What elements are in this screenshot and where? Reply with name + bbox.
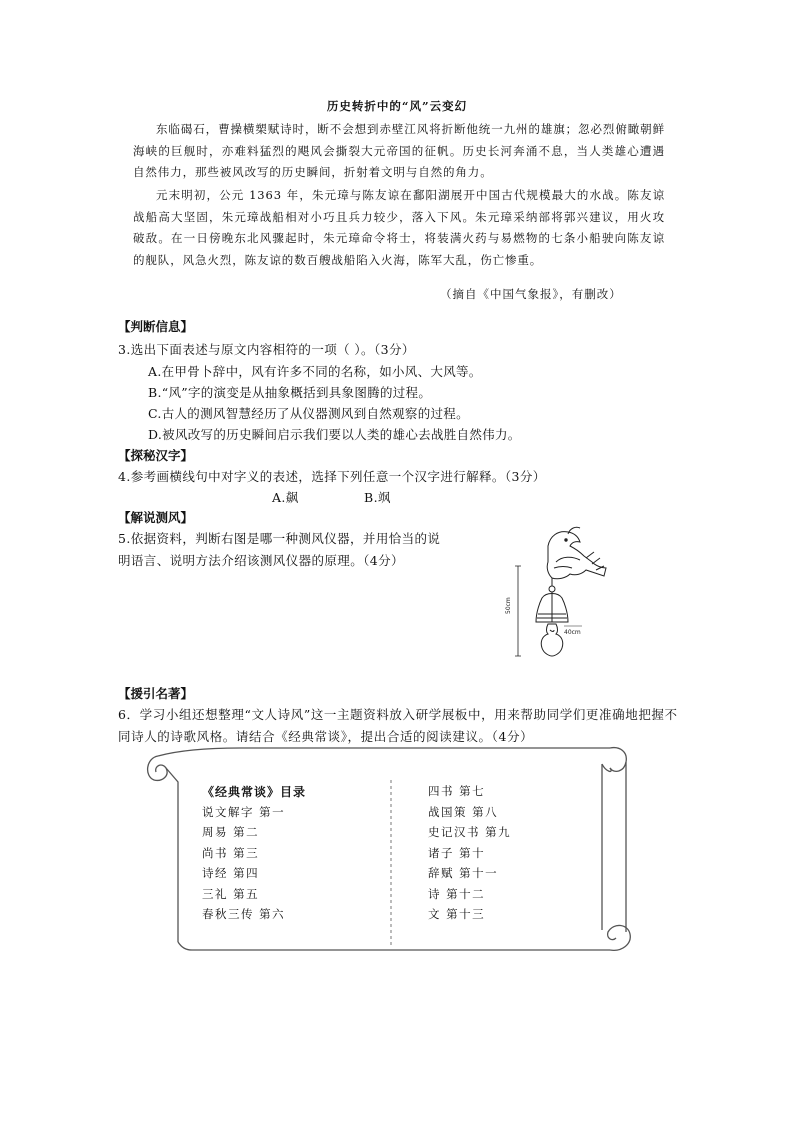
option-b: B.“风”字的演变是从抽象概括到具象图腾的过程。 xyxy=(148,385,432,400)
toc-item: 辞赋 第十一 xyxy=(428,866,499,880)
option-d: D.被风改写的历史瞬间启示我们要以人类的雄心去战胜自然伟力。 xyxy=(148,427,521,442)
article-title: 历史转折中的“风”云变幻 xyxy=(326,99,468,113)
toc-item: 史记汉书 第九 xyxy=(428,825,512,839)
char-option-b: B.飒 xyxy=(364,490,391,505)
section-heading-instrument: 【解说测风】 xyxy=(118,510,194,525)
question-3: 3.选出下面表述与原文内容相符的一项（ ）。（3分） xyxy=(118,342,415,357)
toc-right-column xyxy=(428,783,511,927)
wind-instrument-illustration xyxy=(496,522,608,667)
question-4: 4.参考画横线句中对字义的表述，选择下列任意一个汉字进行解释。（3分） xyxy=(118,469,546,484)
toc-item: 四书 第七 xyxy=(428,784,486,798)
char-option-a: A.飙 xyxy=(272,490,299,505)
section-heading-classics: 【援引名著】 xyxy=(118,686,194,701)
toc-item: 诗经 第四 xyxy=(202,866,260,880)
toc-item: 文 第十三 xyxy=(428,907,486,921)
question-6: 6．学习小组还想整理“文人诗风”这一主题资料放入研学展板中，用来帮助同学们更准确地把握不同诗人的诗歌风格。请结合《经典常谈》，提出合适的阅读建议。（4分） xyxy=(118,707,678,744)
option-c: C.古人的测风智慧经历了从仪器测风到自然观察的过程。 xyxy=(148,406,469,421)
toc-item: 战国策 第八 xyxy=(428,804,499,819)
section-heading-judge: 【判断信息】 xyxy=(118,319,194,334)
height-label: 50cm xyxy=(505,597,512,614)
article-source: （摘自《中国气象报》，有删改） xyxy=(440,287,622,301)
toc-item: 诗 第十二 xyxy=(428,886,486,901)
toc-item: 春秋三传 第六 xyxy=(202,907,286,921)
toc-title: 《经典常谈》目录 xyxy=(202,785,307,799)
question-5-line2: 明语言、说明方法介绍该测风仪器的原理。（4分） xyxy=(118,553,404,568)
toc-item: 诸子 第十 xyxy=(428,845,486,860)
width-label: 40cm xyxy=(564,629,581,636)
toc-item: 周易 第二 xyxy=(202,825,260,839)
toc-item: 三礼 第五 xyxy=(202,886,260,901)
toc-item: 说文解字 第一 xyxy=(202,804,286,819)
toc-left-column xyxy=(202,783,306,927)
article-paragraph-2: 元末明初，公元 1363 年，朱元璋与陈友谅在鄱阳湖展开中国古代规模最大的水战。陈友谅战船高大坚固，朱元璋战船相对小巧且兵力较少，落入下风。朱元璋采纳部将郭兴建议，用火攻破敌。在一日傍晚东北风骤起时，朱元璋命令将士，将装满火药与易燃物的七条小船驶向陈友谅的舰队，风急火烈，陈友谅的数百艘战船陷入火海，陈军大乱，伤亡惨重。 xyxy=(133,188,665,267)
option-a: A.在甲骨卜辞中，风有许多不同的名称，如小风、大风等。 xyxy=(148,364,482,379)
section-heading-chars: 【探秘汉字】 xyxy=(118,448,194,463)
article-paragraph-1: 东临碣石，曹操横槊赋诗时，断不会想到赤壁江风将折断他统一九州的雄旗；忽必烈俯瞰朝鲜海峡的巨舰时，亦难料猛烈的飓风会撕裂大元帝国的征帆。历史长河奔涌不息，当人类雄心遭遇自然伟力，那些被风改写的历史瞬间，折射着文明与自然的角力。 xyxy=(133,122,665,180)
toc-item: 尚书 第三 xyxy=(202,845,260,860)
question-5-line1: 5.依据资料，判断右图是哪一种测风仪器，并用恰当的说 xyxy=(118,531,441,546)
